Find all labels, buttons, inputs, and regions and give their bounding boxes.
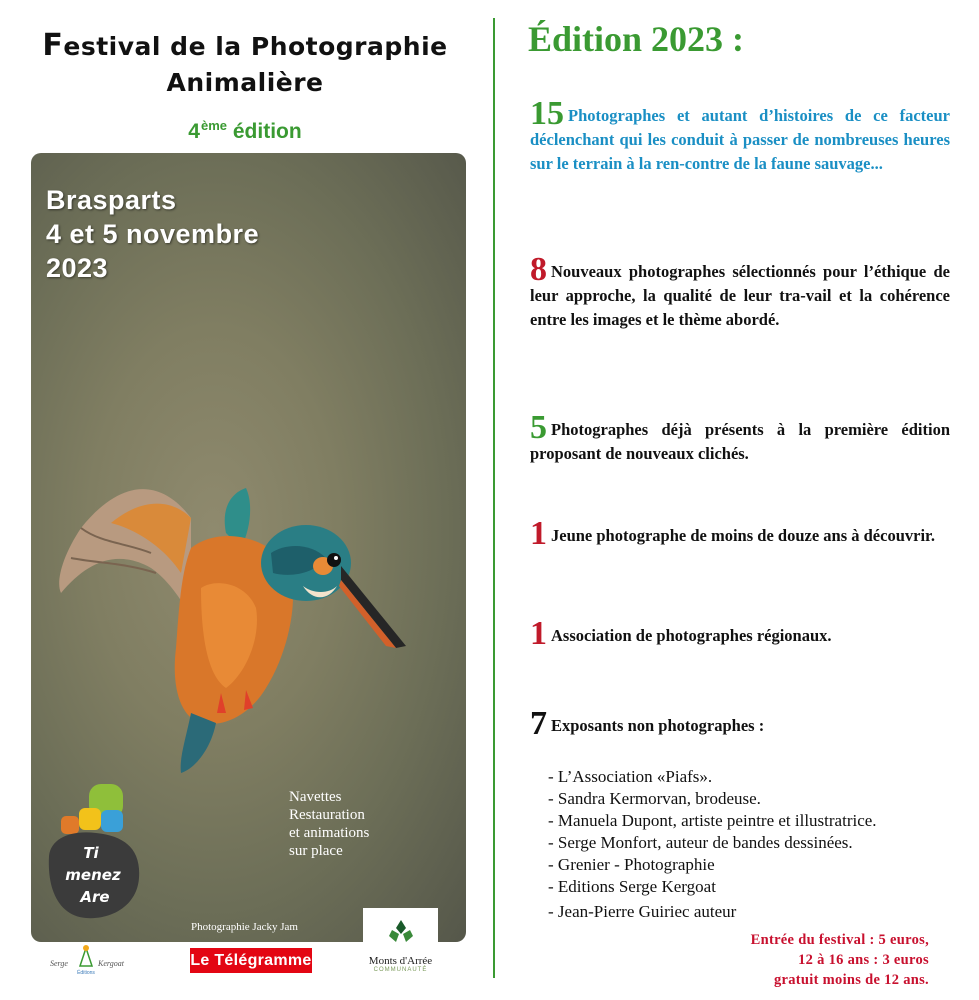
item-association <box>530 615 950 652</box>
kergoat-small: Éditions <box>77 970 95 976</box>
item-photographers <box>530 95 950 176</box>
item-exhibitors <box>530 705 950 742</box>
vertical-divider <box>493 18 495 978</box>
edition-number: 4 <box>188 120 200 143</box>
list-item: - Manuela Dupont, artiste peintre et illustratrice. <box>548 811 877 830</box>
item-number: 1 <box>530 615 547 652</box>
item-number: 1 <box>530 515 547 552</box>
title-line2: Animalière <box>166 68 324 97</box>
item-text: Jeune photographe de moins de douze ans à découvrir. <box>551 526 935 545</box>
poster-image <box>31 153 466 942</box>
festival-title <box>0 28 490 101</box>
list-item: - L’Association «Piafs». <box>548 767 713 786</box>
logo-text-are: Are <box>80 888 110 906</box>
poster-dates: 4 et 5 novembre <box>46 219 260 249</box>
item-text: Exposants non photographes : <box>551 716 765 735</box>
item-number: 15 <box>530 95 564 132</box>
edition-sup: ème <box>200 118 228 133</box>
exhibitors-list <box>548 766 877 923</box>
info-line: Navettes <box>289 789 342 805</box>
le-telegramme-logo: Le Télégramme <box>190 948 312 973</box>
poster-year: 2023 <box>46 253 109 283</box>
item-text: Association de photographes régionaux. <box>551 626 832 645</box>
item-young-photographer <box>530 515 950 552</box>
item-text: Photographes et autant d’histoires de ce facteur déclenchant qui les conduit à passer de nombreuses heures sur le terrain à la ren-contre de la faune sauvage... <box>530 106 950 173</box>
item-number: 7 <box>530 705 547 742</box>
leaf-icon <box>386 918 416 948</box>
edition-title: Édition 2023 : <box>528 19 745 59</box>
poster-services <box>289 788 369 860</box>
monts-sub: COMMUNAUTÉ <box>373 967 428 973</box>
item-new-photographers <box>530 251 950 332</box>
logo-text-menez: menez <box>65 866 121 884</box>
edition-subtitle <box>0 118 490 144</box>
editions-kergoat-logo <box>48 944 128 978</box>
entry-prices <box>751 930 929 990</box>
poster-heading <box>46 183 259 285</box>
edition-word: édition <box>232 120 302 143</box>
price-line: Entrée du festival : 5 euros, <box>750 932 929 948</box>
item-number: 8 <box>530 251 547 288</box>
list-item: - Serge Monfort, auteur de bandes dessinées. <box>548 833 853 852</box>
title-first-letter: F <box>42 28 64 63</box>
item-text: Photographes déjà présents à la première édition proposant de nouveaux clichés. <box>530 420 950 463</box>
photo-credit: Photographie Jacky Jam <box>191 921 298 933</box>
item-returning-photographers <box>530 409 950 466</box>
list-item: - Jean-Pierre Guiriec auteur <box>548 902 737 921</box>
list-item: - Editions Serge Kergoat <box>548 877 716 896</box>
info-line: sur place <box>289 843 343 859</box>
title-line1: estival de la Photographie <box>63 32 448 61</box>
logo-text-ti: Ti <box>83 844 99 862</box>
list-item: - Grenier - Photographie <box>548 855 715 874</box>
ti-menez-are-logo <box>41 778 161 923</box>
price-line: gratuit moins de 12 ans. <box>773 972 929 988</box>
poster-location: Brasparts <box>46 185 177 215</box>
kingfisher-illustration <box>41 328 421 778</box>
monts-name: Monts d'Arrée <box>368 955 433 967</box>
kergoat-left: Serge <box>50 959 68 968</box>
price-line: 12 à 16 ans : 3 euros <box>798 952 929 968</box>
list-item: - Sandra Kermorvan, brodeuse. <box>548 789 761 808</box>
item-number: 5 <box>530 409 547 446</box>
monts-darree-logo <box>363 908 438 988</box>
info-line: Restauration <box>289 807 365 823</box>
info-line: et animations <box>289 825 370 841</box>
kergoat-right: Kergoat <box>98 959 124 968</box>
item-text: Nouveaux photographes sélectionnés pour l’éthique de leur approche, la qualité de leur tra-vail et la cohérence entre les images et le thème abordé. <box>530 262 950 329</box>
